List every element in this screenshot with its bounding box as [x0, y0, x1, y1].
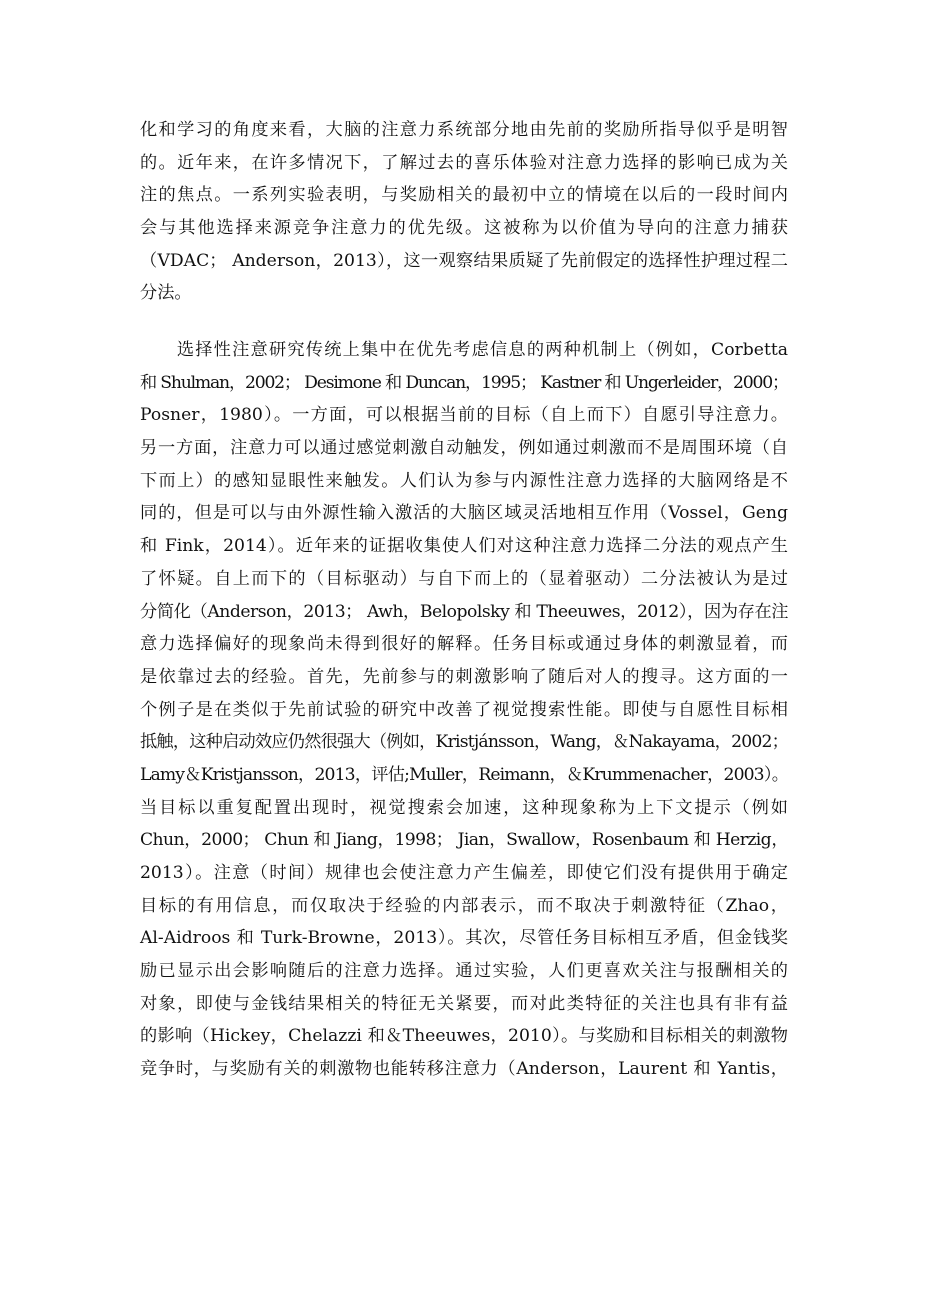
text-line: 会与其他选择来源竞争注意力的优先级。这被称为以价值为导向的注意力捕获 — [140, 218, 788, 239]
text-line: 励已显示出会影响随后的注意力选择。通过实验，人们更喜欢关注与报酬相关的 — [140, 961, 788, 982]
text-line: 是依靠过去的经验。首先，先前参与的刺激影响了随后对人的搜寻。这方面的一 — [140, 666, 788, 687]
text-line: （VDAC； Anderson，2013），这一观察结果质疑了先前假定的选择性护理过程二 — [140, 250, 788, 271]
text-line: 的。近年来，在许多情况下，了解过去的喜乐体验对注意力选择的影响已成为关 — [140, 152, 788, 173]
text-line: Lamy＆Kristjansson，2013，评估;Muller，Reimann，＆Krummenacher，2003）。 — [140, 764, 788, 785]
text-line: 2013）。注意（时间）规律也会使注意力产生偏差，即使它们没有提供用于确定 — [140, 863, 788, 883]
text-line: 抵触，这种启动效应仍然很强大（例如，Kristjánsson，Wang，＆Nakayama，2002； — [140, 732, 788, 753]
text-line: 注的焦点。一系列实验表明，与奖励相关的最初中立的情境在以后的一段时间内 — [140, 185, 788, 206]
text-line: Al-Aidroos 和 Turk-Browne，2013）。其次，尽管任务目标相互矛盾，但金钱奖 — [140, 928, 788, 949]
text-line: 和 Fink，2014）。近年来的证据收集使人们对这种注意力选择二分法的观点产生 — [140, 536, 788, 557]
text-line: 目标的有用信息，而仅取决于经验的内部表示，而不取决于刺激特征（Zhao， — [140, 895, 788, 916]
text-line: 的影响（Hickey，Chelazzi 和＆Theeuwes，2010）。与奖励和目标相关的刺激物 — [140, 1026, 788, 1047]
text-line: 个例子是在类似于先前试验的研究中改善了视觉搜索性能。即使与自愿性目标相 — [140, 699, 788, 720]
text-line: 化和学习的角度来看，大脑的注意力系统部分地由先前的奖励所指导似乎是明智 — [140, 120, 788, 140]
text-line: 另一方面，注意力可以通过感觉刺激自动触发，例如通过刺激而不是周围环境（自 — [140, 438, 788, 459]
text-line: Chun，2000； Chun 和 Jiang，1998； Jian，Swallow，Rosenbaum 和 Herzig， — [140, 830, 788, 851]
text-line: 意力选择偏好的现象尚未得到很好的解释。任务目标或通过身体的刺激显着，而 — [140, 634, 788, 655]
text-line: 和 Shulman，2002； Desimone 和 Duncan，1995； Kastner 和 Ungerleider，2000； — [140, 372, 788, 393]
paragraph-2 — [140, 334, 788, 1086]
text-line: 当目标以重复配置出现时，视觉搜索会加速，这种现象称为上下文提示（例如 — [140, 797, 788, 818]
text-line: 分简化（Anderson，2013； Awh，Belopolsky 和 Theeuwes，2012），因为存在注 — [140, 601, 788, 622]
text-line: Posner，1980）。一方面，可以根据当前的目标（自上而下）自愿引导注意力。 — [140, 405, 788, 426]
text-line: 竞争时，与奖励有关的刺激物也能转移注意力（Anderson，Laurent 和 Yantis， — [140, 1059, 788, 1080]
text-line: 下而上）的感知显眼性来触发。人们认为参与内源性注意力选择的大脑网络是不 — [140, 470, 788, 491]
text-line: 选择性注意研究传统上集中在优先考虑信息的两种机制上（例如，Corbetta — [140, 340, 788, 360]
paragraph-1 — [140, 114, 788, 310]
text-line: 同的，但是可以与由外源性输入激活的大脑区域灵活地相互作用（Vossel，Geng — [140, 503, 788, 524]
text-line: 分法。 — [140, 283, 192, 304]
text-line: 对象，即使与金钱结果相关的特征无关紧要，而对此类特征的关注也具有非有益 — [140, 993, 788, 1014]
text-line: 了怀疑。自上而下的（目标驱动）与自下而上的（显着驱动）二分法被认为是过 — [140, 568, 788, 589]
